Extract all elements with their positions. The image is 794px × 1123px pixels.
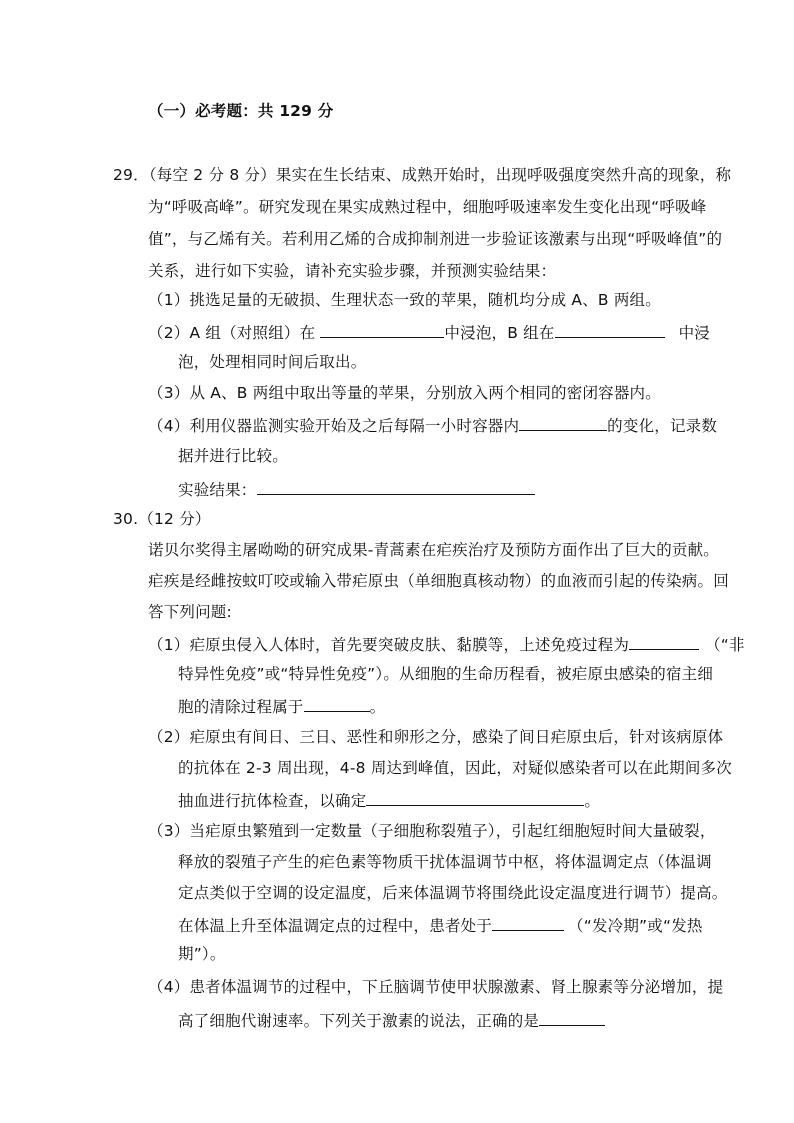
q30-part-4-text-b: 高了细胞代谢速率。下列关于激素的说法，正确的是 <box>178 1012 540 1030</box>
q30-part-3: （3）当疟原虫繁殖到一定数量（子细胞称裂殖子），引起红细胞短时间大量破裂， <box>148 822 716 840</box>
q30-part-2-cont-2 <box>178 789 600 811</box>
q30-part-1-cont: 特异性免疫”或“特异性免疫”）。从细胞的生命历程看，被疟原虫感染的宿主细 <box>178 665 714 683</box>
q29-step-4-text-b: 的变化，记录数 <box>607 417 718 435</box>
q30-part-2-text-d: 。 <box>584 792 601 810</box>
q30-part-1-text-b: （“非 <box>705 636 745 654</box>
q30-part-4: （4）患者体温调节的过程中，下丘脑调节使甲状腺激素、肾上腺素等分泌增加，提 <box>148 978 724 996</box>
q29-step-3: （3）从 A、B 两组中取出等量的苹果，分别放入两个相同的密闭容器内。 <box>148 384 661 402</box>
q29-step-2 <box>148 321 710 343</box>
q29-result-label: 实验结果： <box>178 481 257 499</box>
q30-header: 30.（12 分） <box>113 510 211 528</box>
q30-part-3-cont-2: 定点类似于空调的设定温度，后来体温调节将围绕此设定温度进行调节）提高。 <box>178 884 728 902</box>
answer-blank[interactable] <box>366 789 584 806</box>
q30-part-3-cont: 释放的裂殖子产生的疟色素等物质干扰体温调节中枢，将体温调定点（体温调 <box>178 853 712 871</box>
q30-part-1-text-e: 。 <box>369 698 386 716</box>
q30-intro-1: 诺贝尔奖得主屠呦呦的研究成果-青蒿素在疟疾治疗及预防方面作出了巨大的贡献。 <box>148 541 719 559</box>
q29-step-4-text-a: （4）利用仪器监测实验开始及之后每隔一小时容器内 <box>148 417 520 435</box>
q29-step-2-text-b: 中浸泡，B 组在 <box>444 324 555 342</box>
q29-step-1: （1）挑选足量的无破损、生理状态一致的苹果，随机均分成 A、B 两组。 <box>148 291 661 309</box>
q29-line-2: 为“呼吸高峰”。研究发现在果实成熟过程中，细胞呼吸速率发生变化出现“呼吸峰 <box>148 198 707 216</box>
answer-blank[interactable] <box>320 321 444 338</box>
q30-part-2-text-c: 抽血进行抗体检查，以确定 <box>178 792 367 810</box>
answer-blank[interactable] <box>539 1009 605 1026</box>
q29-step-4-cont: 据并进行比较。 <box>178 447 288 465</box>
q29-result <box>178 478 535 500</box>
answer-blank[interactable] <box>519 414 607 431</box>
q30-part-2-cont: 的抗体在 2-3 周出现，4-8 周达到峰值，因此，对疑似感染者可以在此期间多次 <box>178 759 732 777</box>
answer-blank[interactable] <box>492 914 564 931</box>
answer-blank[interactable] <box>555 321 665 338</box>
q30-part-3-cont-4: 期”）。 <box>178 945 226 963</box>
q30-part-1 <box>148 633 745 655</box>
q30-part-3-text-d: 在体温上升至体温调定点的过程中，患者处于 <box>178 917 493 935</box>
q30-part-4-cont <box>178 1009 605 1031</box>
q29-line-1: 29．（每空 2 分 8 分）果实在生长结束、成熟开始时，出现呼吸强度突然升高的现象，称 <box>113 166 732 184</box>
q30-intro-3: 答下列问题: <box>148 603 232 621</box>
q30-part-2: （2）疟原虫有间日、三日、恶性和卵形之分，感染了间日疟原虫后，针对该病原体 <box>148 728 724 746</box>
q30-part-1-text-d: 胞的清除过程属于 <box>178 698 304 716</box>
q29-line-3: 值”，与乙烯有关。若利用乙烯的合成抑制剂进一步验证该激素与出现“呼吸峰值”的 <box>148 230 723 248</box>
q30-part-3-text-e: （“发冷期”或“发热 <box>568 917 703 935</box>
q30-part-1-text-a: （1）疟原虫侵入人体时，首先要突破皮肤、黏膜等，上述免疫过程为 <box>148 636 630 654</box>
answer-blank[interactable] <box>257 478 535 495</box>
q29-line-4: 关系，进行如下实验，请补充实验步骤，并预测实验结果： <box>148 262 557 280</box>
q29-step-4 <box>148 414 717 436</box>
answer-blank[interactable] <box>304 695 370 712</box>
q30-part-3-cont-3 <box>178 914 703 936</box>
q29-step-2-cont: 泡，处理相同时间后取出。 <box>178 353 367 371</box>
q30-intro-2: 疟疾是经雌按蚊叮咬或输入带疟原虫（单细胞真核动物）的血液而引起的传染病。回 <box>148 572 729 590</box>
q29-step-2-text-c: 中浸 <box>678 324 710 342</box>
q30-part-1-cont-2 <box>178 695 385 717</box>
section-title: （一）必考题：共 129 分 <box>148 102 334 120</box>
answer-blank[interactable] <box>629 633 699 650</box>
q29-step-2-text-a: （2）A 组（对照组）在 <box>148 324 321 342</box>
